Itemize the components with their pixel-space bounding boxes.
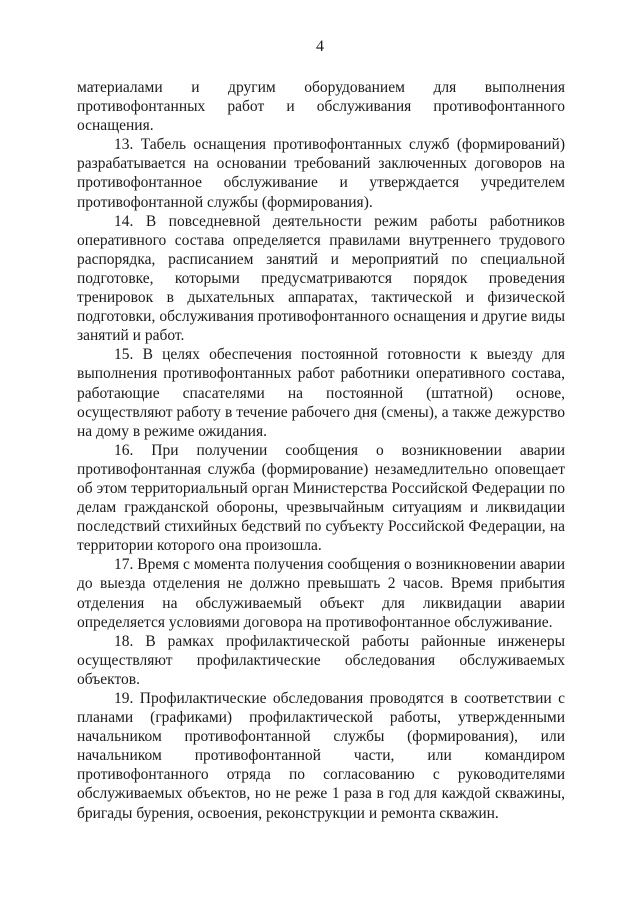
paragraph-continuation: материалами и другим оборудованием для выполнения противофонтанных работ и обслуживания противофонтанного оснащения.	[77, 79, 565, 135]
paragraph-13: 13. Табель оснащения противофонтанных служб (формирований) разрабатывается на основании требований заключенных договоров на противофонтанное обслуживание и утверждается учредителем противофонтанной службы (формирования).	[77, 136, 565, 211]
paragraph-14: 14. В повседневной деятельности режим работы работников оперативного состава определяется правилами внутреннего трудового распорядка, расписанием занятий и мероприятий по специальной подготовке, которыми предусматриваются порядок проведения тренировок в дыхательных аппаратах, тактической и физической подготовки, обслуживания противофонтанного оснащения и другие виды занятий и работ.	[77, 212, 565, 345]
paragraph-19: 19. Профилактические обследования проводятся в соответствии с планами (графиками) профилактической работы, утвержденными начальником противофонтанной службы (формирования), или начальником противофонтанной части, или командиром противофонтанного отряда по согласованию с руководителями обслуживаемых объектов, но не реже 1 раза в год для каждой скважины, бригады бурения, освоения, реконструкции и ремонта скважин.	[77, 690, 565, 822]
paragraph-17: 17. Время с момента получения сообщения о возникновении аварии до выезда отделения не должно превышать 2 часов. Время прибытия отделения на обслуживаемый объект для ликвидации аварии определяется условиями договора на противофонтанное обслуживание.	[77, 556, 565, 631]
paragraph-18: 18. В рамках профилактической работы районные инженеры осуществляют профилактические обследования обслуживаемых объектов.	[77, 632, 565, 688]
paragraph-15: 15. В целях обеспечения постоянной готовности к выезду для выполнения противофонтанных работ работники оперативного состава, работающие спасателями на постоянной (штатной) основе, осуществляют работу в течение рабочего дня (смены), а также дежурство на дому в режиме ожидания.	[77, 346, 565, 440]
document-body	[77, 78, 565, 823]
paragraph-16: 16. При получении сообщения о возникновении аварии противофонтанная служба (формирование) незамедлительно оповещает об этом территориальный орган Министерства Российской Федерации по делам гражданской обороны, чрезвычайным ситуациям и ликвидации последствий стихийных бедствий по субъекту Российской Федерации, на территории которого она произошла.	[77, 441, 565, 555]
page-number: 4	[316, 38, 324, 55]
